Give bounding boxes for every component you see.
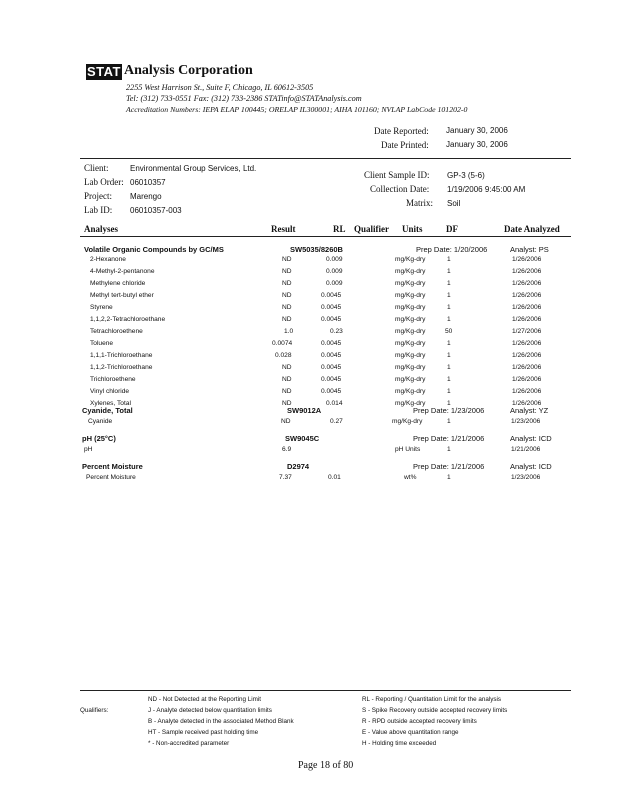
col-rl: RL: [333, 224, 346, 234]
qualifier-note: S - Spike Recovery outside accepted recovery limits: [362, 707, 508, 714]
project-label: Project:: [84, 191, 112, 201]
col-date-analyzed: Date Analyzed: [504, 224, 560, 234]
company-address: 2255 West Harrison St., Suite F, Chicago, IL 60612-3505: [126, 83, 314, 92]
section-method: SW5035/8260B: [290, 245, 343, 254]
lab-id-label: Lab ID:: [84, 205, 113, 215]
date-reported: January 30, 2006: [446, 126, 508, 135]
company-logo: STAT: [86, 64, 121, 79]
table-row: Percent Moisture 7.37 0.01 wt% 1 1/23/2006: [86, 474, 541, 481]
date-printed-label: Date Printed:: [381, 140, 429, 150]
company-name: Analysis Corporation: [124, 63, 253, 78]
matrix-label: Matrix:: [406, 198, 433, 208]
qualifier-note: * - Non-accredited parameter: [148, 740, 230, 747]
qualifier-note: E - Value above quantitation range: [362, 729, 459, 736]
client-label: Client:: [84, 163, 109, 173]
date-reported-label: Date Reported:: [374, 126, 429, 136]
project-value: Marengo: [130, 192, 162, 201]
column-header-divider: [80, 236, 571, 237]
lab-order-label: Lab Order:: [84, 177, 124, 187]
col-df: DF: [446, 224, 458, 234]
collection-date-value: 1/19/2006 9:45:00 AM: [447, 185, 526, 194]
section-analyst: Analyst: ICD: [510, 462, 552, 471]
company-contact: Tel: (312) 733-0551 Fax: (312) 733-2386 STATinfo@STATAnalysis.com: [126, 94, 362, 103]
table-row: Methyl tert-butyl ether ND 0.0045 mg/Kg-dry 1 1/26/2006: [90, 292, 542, 299]
date-printed: January 30, 2006: [446, 140, 508, 149]
qualifier-note: R - RPD outside accepted recovery limits: [362, 718, 477, 725]
col-analyses: Analyses: [84, 224, 119, 234]
footer-divider: [80, 690, 571, 691]
table-row: Vinyl chloride ND 0.0045 mg/Kg-dry 1 1/26/2006: [90, 388, 542, 395]
section-title: Percent Moisture: [82, 462, 143, 471]
section-title: Cyanide, Total: [82, 406, 133, 415]
qualifier-note: ND - Not Detected at the Reporting Limit: [148, 696, 262, 703]
section-prep-date: Prep Date: 1/21/2006: [413, 462, 485, 471]
client-sample-id-label: Client Sample ID:: [364, 170, 430, 180]
section-method: SW9045C: [285, 434, 320, 443]
table-row: 4-Methyl-2-pentanone ND 0.009 mg/Kg-dry 1 1/26/2006: [90, 268, 542, 275]
table-row: Methylene chloride ND 0.009 mg/Kg-dry 1 1/26/2006: [90, 280, 542, 287]
table-row: Xylenes, Total ND 0.014 mg/Kg-dry 1 1/26/2006: [90, 400, 542, 407]
table-row: 2-Hexanone ND 0.009 mg/Kg-dry 1 1/26/2006: [90, 256, 542, 263]
qualifiers-label: Qualifiers:: [80, 707, 109, 714]
section-prep-date: Prep Date: 1/21/2006: [413, 434, 485, 443]
lab-order-value: 06010357: [130, 178, 166, 187]
qualifier-note: H - Holding time exceeded: [362, 740, 437, 747]
header-divider: [80, 158, 571, 159]
col-result: Result: [271, 224, 296, 234]
section-method: D2974: [287, 462, 310, 471]
accreditation-numbers: Accreditation Numbers: IEPA ELAP 100445; ORELAP IL300001; AIHA 101160; NVLAP LabCode 101202-0: [126, 105, 468, 114]
table-row: Tetrachloroethene 1.0 0.23 mg/Kg-dry 50 1/27/2006: [90, 328, 542, 335]
table-row: 1,1,2-Trichloroethane ND 0.0045 mg/Kg-dry 1 1/26/2006: [90, 364, 542, 371]
section-method: SW9012A: [287, 406, 322, 415]
section-prep-date: Prep Date: 1/20/2006: [416, 245, 488, 254]
section-prep-date: Prep Date: 1/23/2006: [413, 406, 485, 415]
col-units: Units: [402, 224, 423, 234]
table-row: Cyanide ND 0.27 mg/Kg-dry 1 1/23/2006: [88, 418, 541, 425]
qualifier-note: HT - Sample received past holding time: [148, 729, 259, 736]
qualifier-note: B - Analyte detected in the associated Method Blank: [148, 718, 294, 725]
section-analyst: Analyst: YZ: [510, 406, 549, 415]
table-row: 1,1,1-Trichloroethane 0.028 0.0045 mg/Kg-dry 1 1/26/2006: [90, 352, 542, 359]
table-row: Toluene 0.0074 0.0045 mg/Kg-dry 1 1/26/2006: [90, 340, 542, 347]
qualifier-note: J - Analyte detected below quantitation limits: [148, 707, 272, 714]
table-row: Styrene ND 0.0045 mg/Kg-dry 1 1/26/2006: [90, 304, 542, 311]
section-analyst: Analyst: ICD: [510, 434, 552, 443]
table-row: pH 6.9 pH Units 1 1/21/2006: [84, 446, 541, 453]
collection-date-label: Collection Date:: [370, 184, 430, 194]
section-title: pH (25°C): [82, 434, 116, 443]
col-qualifier: Qualifier: [354, 224, 389, 234]
section-title: Volatile Organic Compounds by GC/MS: [84, 245, 224, 254]
table-row: Trichloroethene ND 0.0045 mg/Kg-dry 1 1/26/2006: [90, 376, 542, 383]
table-row: 1,1,2,2-Tetrachloroethane ND 0.0045 mg/Kg-dry 1 1/26/2006: [90, 316, 542, 323]
page-number: Page 18 of 80: [298, 760, 354, 771]
lab-id-value: 06010357-003: [130, 206, 182, 215]
matrix-value: Soil: [447, 199, 461, 208]
qualifier-note: RL - Reporting / Quantitation Limit for the analysis: [362, 696, 502, 703]
client-value: Environmental Group Services, Ltd.: [130, 164, 257, 173]
client-sample-id-value: GP-3 (5-6): [447, 171, 485, 180]
section-analyst: Analyst: PS: [510, 245, 549, 254]
